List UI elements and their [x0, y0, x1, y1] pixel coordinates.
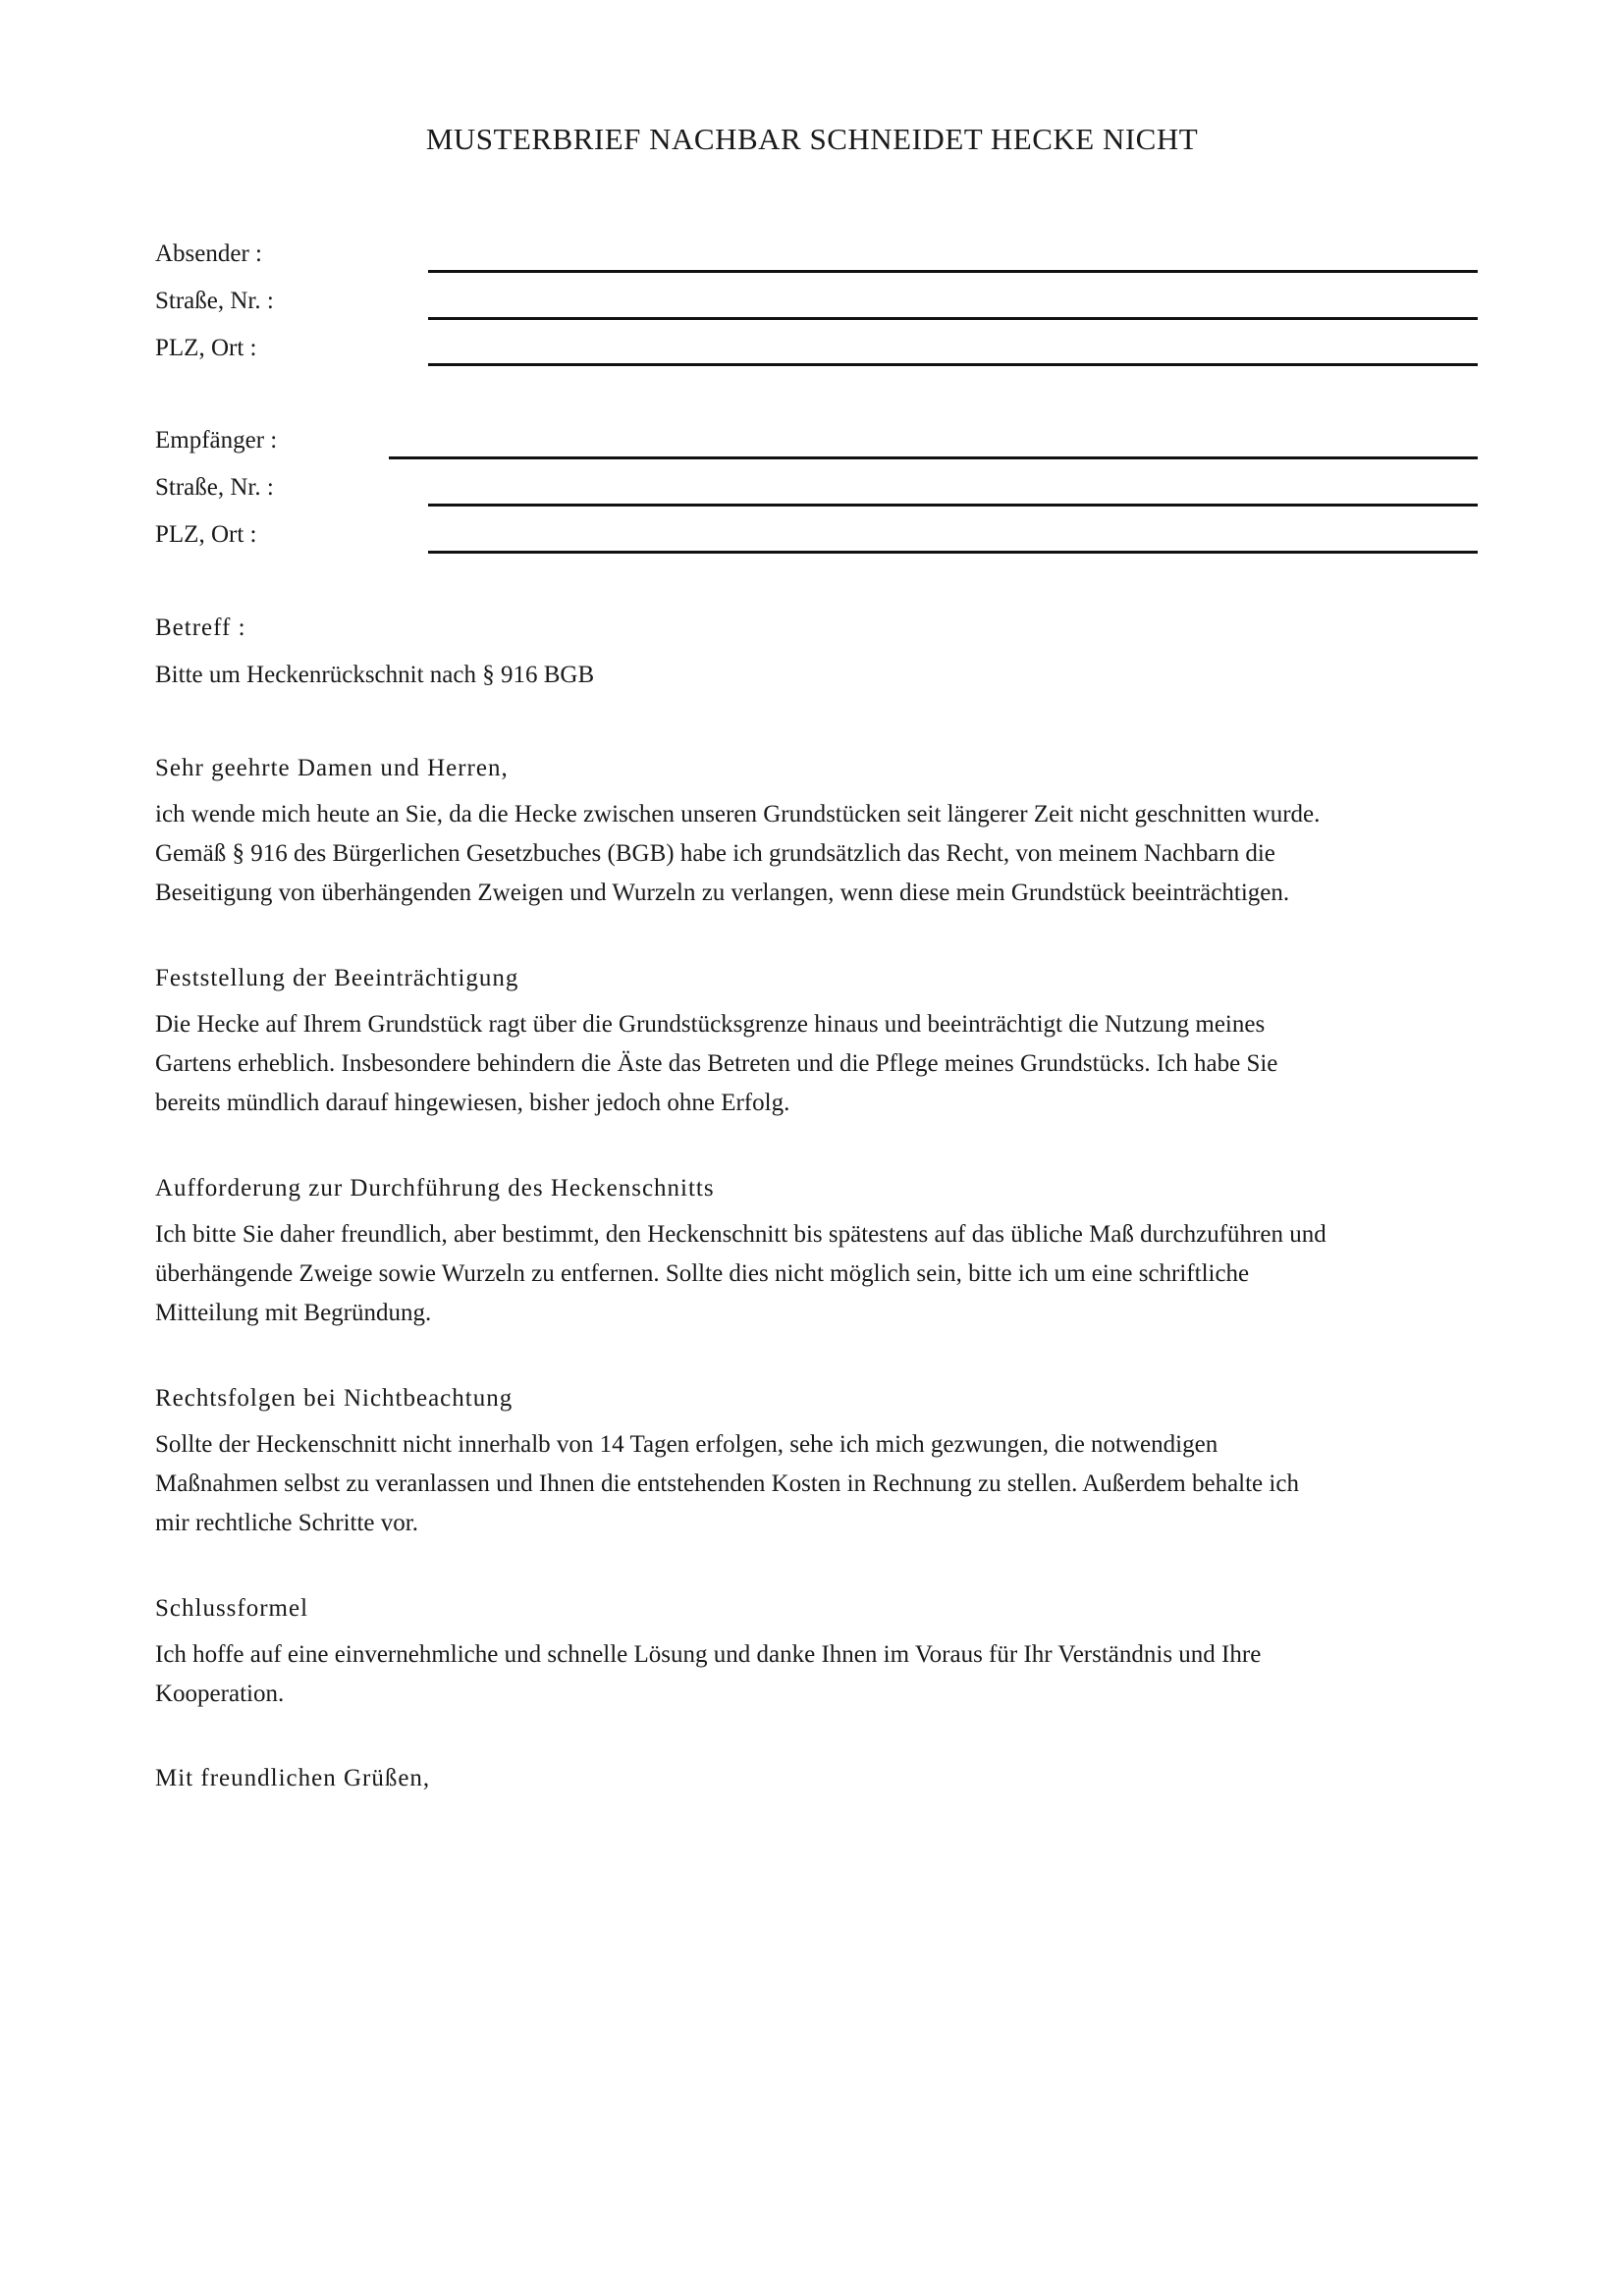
paragraph-line: Gemäß § 916 des Bürgerlichen Gesetzbuches (BGB) habe ich grundsätzlich das Recht, von meinem Nachbarn die	[155, 840, 1275, 867]
subject-text: Bitte um Heckenrückschnit nach § 916 BGB	[155, 662, 595, 688]
recipient-name-line[interactable]	[389, 456, 1478, 459]
section-paragraph	[155, 1425, 1490, 1543]
salutation: Sehr geehrte Damen und Herren,	[155, 755, 509, 781]
recipient-street-line[interactable]	[428, 504, 1478, 507]
recipient-street-label: Straße, Nr. :	[155, 474, 274, 501]
sender-city-line[interactable]	[428, 363, 1478, 366]
sender-city-label: PLZ, Ort :	[155, 335, 257, 361]
paragraph-line: Beseitigung von überhängenden Zweigen und Wurzeln zu verlangen, wenn diese mein Grundstück beeinträchtigen.	[155, 880, 1290, 906]
paragraph-line: bereits mündlich darauf hingewiesen, bisher jedoch ohne Erfolg.	[155, 1090, 790, 1116]
document-title: MUSTERBRIEF NACHBAR SCHNEIDET HECKE NICHT	[425, 122, 1199, 156]
sender-name-label: Absender :	[155, 240, 262, 267]
sender-street-line[interactable]	[428, 317, 1478, 320]
paragraph-line: Kooperation.	[155, 1681, 285, 1707]
section-heading: Aufforderung zur Durchführung des Heckenschnitts	[155, 1175, 715, 1201]
sender-name-line[interactable]	[428, 270, 1478, 273]
paragraph-line: mir rechtliche Schritte vor.	[155, 1510, 418, 1536]
intro-paragraph	[155, 795, 1490, 913]
closing: Mit freundlichen Grüßen,	[155, 1765, 431, 1791]
paragraph-line: Sollte der Heckenschnitt nicht innerhalb von 14 Tagen erfolgen, sehe ich mich gezwungen, die notwendigen	[155, 1431, 1218, 1458]
section-paragraph	[155, 1215, 1490, 1333]
paragraph-line: ich wende mich heute an Sie, da die Hecke zwischen unseren Grundstücken seit längerer Zeit nicht geschnitten wurde.	[155, 801, 1321, 828]
recipient-name-label: Empfänger :	[155, 427, 278, 454]
paragraph-line: Ich hoffe auf eine einvernehmliche und schnelle Lösung und danke Ihnen im Voraus für Ihr Verständnis und Ihre	[155, 1641, 1262, 1668]
sender-street-label: Straße, Nr. :	[155, 288, 274, 314]
paragraph-line: Ich bitte Sie daher freundlich, aber bestimmt, den Heckenschnitt bis spätestens auf das übliche Maß durchzuführen und	[155, 1221, 1326, 1248]
paragraph-line: Mitteilung mit Begründung.	[155, 1300, 432, 1326]
section-paragraph	[155, 1005, 1490, 1123]
subject-label: Betreff :	[155, 614, 246, 641]
paragraph-line: Gartens erheblich. Insbesondere behindern die Äste das Betreten und die Pflege meines Grundstücks. Ich habe Sie	[155, 1050, 1278, 1077]
section-heading: Schlussformel	[155, 1595, 309, 1622]
paragraph-line: Die Hecke auf Ihrem Grundstück ragt über die Grundstücksgrenze hinaus und beeinträchtigt die Nutzung meines	[155, 1011, 1266, 1038]
paragraph-line: Maßnahmen selbst zu veranlassen und Ihnen die entstehenden Kosten in Rechnung zu stellen. Außerdem behalte ich	[155, 1470, 1299, 1497]
recipient-city-line[interactable]	[428, 551, 1478, 554]
recipient-city-label: PLZ, Ort :	[155, 521, 257, 548]
section-heading: Feststellung der Beeinträchtigung	[155, 965, 519, 991]
section-heading: Rechtsfolgen bei Nichtbeachtung	[155, 1385, 514, 1412]
section-paragraph	[155, 1635, 1490, 1714]
paragraph-line: überhängende Zweige sowie Wurzeln zu entfernen. Sollte dies nicht möglich sein, bitte ich um eine schriftliche	[155, 1260, 1250, 1287]
